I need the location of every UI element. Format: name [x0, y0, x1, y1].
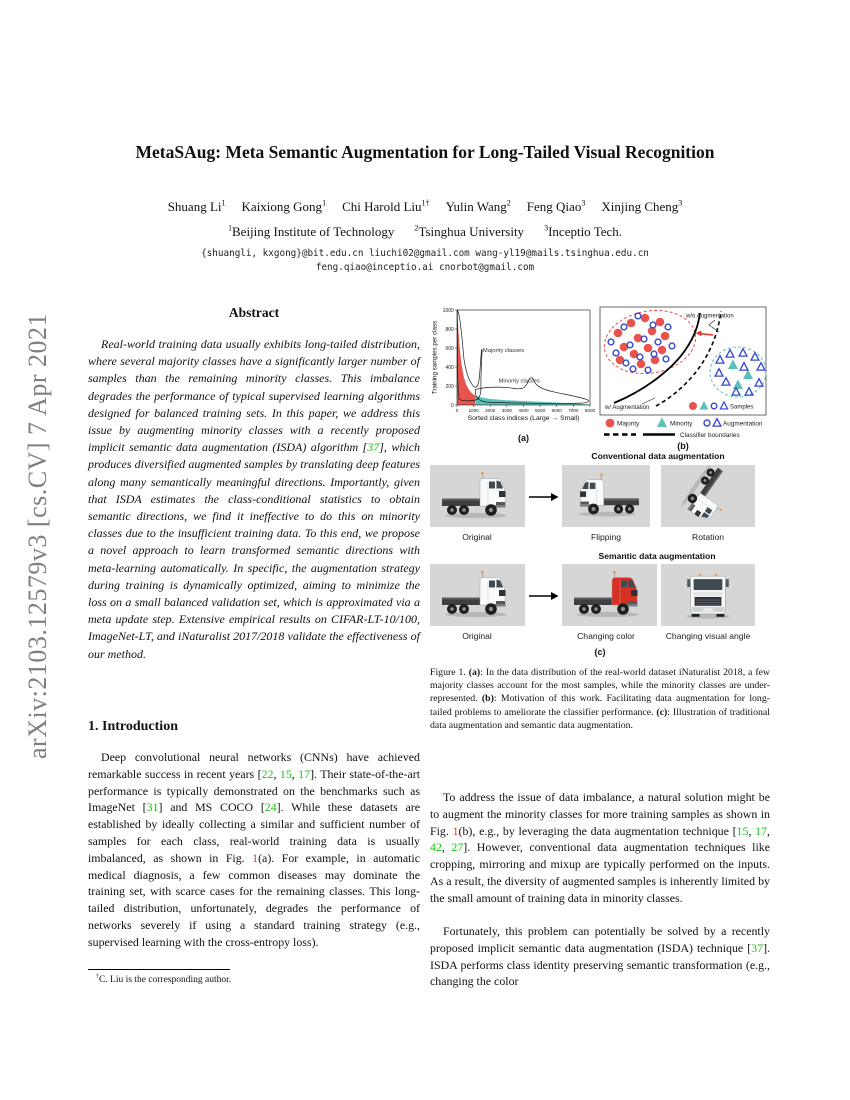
- svg-text:(b): (b): [677, 441, 689, 451]
- truck-label-rotation: Rotation: [691, 532, 725, 542]
- footnote-text: †C. Liu is the corresponding author.: [96, 974, 232, 986]
- section-heading-introduction: 1. Introduction: [88, 719, 178, 734]
- truck-image-original-1: [430, 465, 525, 527]
- truck-image-changing-visual-angle: [661, 564, 755, 626]
- affiliation: $^3$Inceptio Tech.: [544, 224, 623, 240]
- page-title: MetaSAug: Meta Semantic Augmentation for Long-Tailed Visual Recognition: [135, 142, 715, 162]
- body-paragraph-2: Fortunately, this problem can potentially be solved by a recently proposed implicit semantic data augmentation (ISDA) technique [37]. ISDA performs class identity preserving semantic transformation (e.g., changing the color: [430, 924, 770, 989]
- svg-text:8000: 8000: [584, 408, 596, 413]
- truck-label-original-2: Original: [462, 631, 492, 641]
- author: Shuang Li$^1$: [167, 199, 226, 215]
- affiliation-line: [0, 224, 850, 240]
- svg-text:4000: 4000: [518, 408, 529, 413]
- svg-text:Majority: Majority: [617, 420, 640, 428]
- conventional-augmentation-heading: Conventional data augmentation: [591, 451, 725, 461]
- citation-link[interactable]: 15: [279, 766, 292, 781]
- citation-link[interactable]: 42: [430, 840, 442, 855]
- svg-text:2000: 2000: [485, 408, 496, 413]
- arxiv-stamp: arXiv:2103.12579v3 [cs.CV] 7 Apr 2021: [23, 313, 52, 760]
- svg-text:1000: 1000: [468, 408, 479, 413]
- truck-red-illustration: [562, 564, 657, 626]
- affiliation: $^2$Tsinghua University: [414, 224, 525, 240]
- figure1-panel-a-chart: [430, 305, 596, 445]
- svg-text:5000: 5000: [535, 408, 546, 413]
- svg-text:Minority classes: Minority classes: [498, 378, 540, 385]
- truck-front-illustration: [661, 564, 755, 626]
- citation-link[interactable]: 22: [261, 766, 274, 781]
- truck-image-rotation: [661, 465, 755, 527]
- truck-image-flipping: [562, 465, 650, 527]
- svg-text:Majority classes: Majority classes: [482, 347, 525, 354]
- abstract-text: Real-world training data usually exhibits long-tailed distribution, where several majority classes have a significantly larger number of samples than the remaining minority classes. This imbalance degrades the performance of typical supervised learning algorithms designed for balanced training sets. In this paper, we address this issue by augmenting minority classes with a recently proposed implicit semantic data augmentation (ISDA) algorithm [37], which produces diversified augmented samples by translating deep features along many semantically meaningful directions. Importantly, given that ISDA estimates the class-conditional statistics to obtain semantic directions, we find it ineffective to do this on minority classes due to the insufficient training data. To this end, we propose a novel approach to learn transformed semantic directions with meta-learning automatically. In specific, the augmentation strategy during training is dynamically optimized, aiming to minimize the loss on a small balanced validation set, which is approximated via a meta update step. Extensive empirical results on CIFAR-LT-10/100, ImageNet-LT, and iNaturalist 2017/2018 validate the effectiveness of our method.: [88, 337, 420, 661]
- svg-text:(a): (a): [518, 433, 529, 443]
- svg-text:0: 0: [455, 408, 459, 413]
- svg-text:1000: 1000: [442, 307, 454, 314]
- citation-link[interactable]: 31: [146, 800, 159, 815]
- truck-flipped-illustration: [562, 465, 650, 527]
- svg-text:Classifier boundaries: Classifier boundaries: [680, 431, 740, 439]
- truck-side-illustration: [430, 465, 525, 527]
- truck-label-changing-visual-angle: Changing visual angle: [665, 631, 751, 641]
- intro-paragraph: Deep convolutional neural networks (CNNs) have achieved remarkable success in recent years [22, 15, 17]. Their state-of-the-art performance is typically demonstrated on the benchmarks such as ImageNet [31] and MS COCO [24]. While these datasets are established by ideally collecting a similar and sufficient number of samples for each class, real-world training data is usually imbalanced, as shown in Fig. 1(a). For example, in automatic medical diagnosis, a few common diseases may dominate the training set, with scarce cases for the remaining classes. This long-tailed distribution, unfortunately, degrades the performance of networks severely if using a standard training strategy (e.g., supervised learning with the cross-entropy loss).: [88, 750, 421, 949]
- svg-text:w/o Augmentation: w/o Augmentation: [686, 313, 734, 320]
- truck-image-original-2: [430, 564, 525, 626]
- email-line-1: {shuangli, kxgong}@bit.edu.cn liuchi02@gmail.com wang-yl19@mails.tsinghua.edu.cn: [201, 248, 649, 259]
- citation-link[interactable]: 15: [736, 823, 749, 838]
- svg-text:w/ Augmentation: w/ Augmentation: [605, 405, 650, 411]
- figure-ref-link[interactable]: 1: [452, 823, 459, 838]
- truck-rotated-illustration: [661, 465, 755, 527]
- truck-label-original-1: Original: [462, 532, 492, 542]
- truck-side-illustration: [430, 564, 525, 626]
- footnote-rule: [88, 969, 230, 970]
- citation-link[interactable]: 27: [451, 840, 464, 855]
- author: Kaixiong Gong$^1$: [241, 199, 327, 215]
- svg-text:3000: 3000: [501, 408, 512, 413]
- author: Yulin Wang$^2$: [445, 199, 511, 215]
- svg-text:0: 0: [451, 402, 454, 409]
- svg-text:Minority: Minority: [670, 420, 693, 428]
- panel-c-label: (c): [594, 647, 606, 657]
- svg-text:Augmentation: Augmentation: [723, 420, 763, 428]
- svg-text:7000: 7000: [568, 408, 579, 413]
- truck-label-changing-color: Changing color: [577, 631, 635, 641]
- svg-text:Training samples per class: Training samples per class: [431, 320, 439, 395]
- figure1: [430, 305, 770, 663]
- email-line-2: feng.qiao@inceptio.ai cnorbot@gmail.com: [315, 262, 535, 273]
- affiliation: $^1$Beijing Institute of Technology: [227, 224, 395, 240]
- truck-image-changing-color: [562, 564, 657, 626]
- svg-text:Samples: Samples: [730, 404, 754, 411]
- arrow-right-icon: [529, 491, 559, 503]
- semantic-augmentation-heading: Semantic data augmentation: [598, 551, 716, 561]
- citation-link[interactable]: 24: [264, 800, 277, 815]
- svg-text:600: 600: [445, 345, 454, 352]
- figure1-caption: Figure 1. (a): In the data distribution of the real-world dataset iNaturalist 2018, a few majority classes account for the most samples, while the minority classes are under-represented. (b): Motivation of this work. Facilitating data augmentation for long-tailed problems to ameliorate the classifier performance. (c): Illustration of traditional data augmentation and semantic data augmentation.: [430, 667, 771, 731]
- figure-ref-link[interactable]: 1: [252, 850, 259, 865]
- author: Chi Harold Liu$^{1\dagger}$: [342, 199, 430, 215]
- author: Feng Qiao$^3$: [526, 199, 586, 215]
- abstract-heading: Abstract: [228, 305, 280, 320]
- footnote-marker: †: [96, 974, 99, 980]
- author: Xinjing Cheng$^3$: [601, 199, 683, 215]
- citation-link[interactable]: 17: [755, 823, 768, 838]
- author-line: [0, 199, 850, 215]
- svg-text:6000: 6000: [551, 408, 562, 413]
- svg-text:400: 400: [445, 364, 454, 371]
- truck-label-flipping: Flipping: [590, 532, 622, 542]
- citation-link[interactable]: 37: [367, 440, 380, 455]
- svg-text:800: 800: [445, 326, 454, 333]
- figure1-panel-b-illustration: [598, 305, 768, 451]
- svg-text:200: 200: [445, 383, 454, 390]
- citation-link[interactable]: 37: [751, 940, 764, 955]
- citation-link[interactable]: 17: [298, 766, 311, 781]
- svg-text:Sorted class indices (Large →: Sorted class indices (Large → Small): [467, 415, 580, 422]
- body-paragraph-1: To address the issue of data imbalance, a natural solution might be to augment the minority classes for more training samples as shown in Fig. 1(b), e.g., by leveraging the data augmentation technique [15, 17, 42, 27]. However, conventional data augmentation techniques like cropping, mirroring and mixup are typically performed on the inputs. As a result, the diversity of augmented samples is inherently limited by the small amount of training data in minority classes.: [430, 790, 771, 905]
- arrow-right-icon: [529, 590, 559, 602]
